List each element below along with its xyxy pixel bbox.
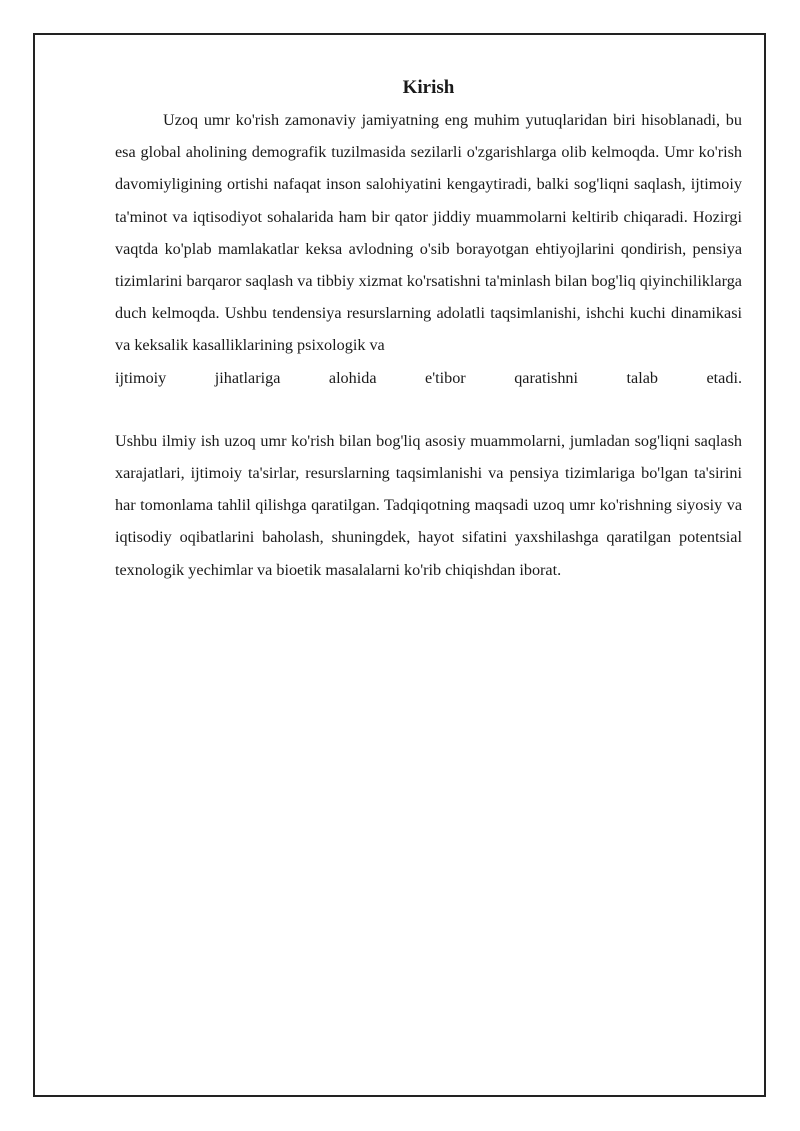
paragraph-intro [115,104,742,362]
paragraph-intro-text: Uzoq umr ko'rish zamonaviy jamiyatning eng muhim yutuqlaridan biri hisoblanadi, bu esa global aholining demografik tuzilmasida sezilarli o'zgarishlarga olib kelmoqda. Umr ko'rish davomiyligining ortishi nafaqat inson salohiyatini kengaytiradi, balki sog'liqni saqlash, ijtimoiy ta'minot va iqtisodiyot sohalarida ham bir qator jiddiy muammolarni keltirib chiqaradi. Hozirgi vaqtda ko'plab mamlakatlar keksa avlodning o'sib borayotgan ehtiyojlarini qondirish, pensiya tizimlarini barqaror saqlash va tibbiy xizmat ko'rsatishni ta'minlash bilan bog'liq qiyinchiliklarga duch kelmoqda. Ushbu tendensiya resurslarning adolatli taqsimlanishi, ishchi kuchi dinamikasi va keksalik kasalliklarining psixologik va [115,111,742,355]
page-title: Kirish [402,77,455,98]
paragraph-purpose [115,425,742,586]
document-body [115,72,742,586]
paragraph-gap [115,394,742,425]
paragraph-intro-last-line [115,362,742,394]
paragraph-intro-tail: ijtimoiy jihatlariga alohida e'tibor qaratishni talab etadi. [115,368,742,387]
paragraph-purpose-text: Ushbu ilmiy ish uzoq umr ko'rish bilan bog'liq asosiy muammolarni, jumladan sog'liqni saqlash xarajatlari, ijtimoiy ta'sirlar, resurslarning taqsimlanishi va pensiya tizimlariga bo'lgan ta'sirini har tomonlama tahlil qilishga qaratilgan. Tadqiqotning maqsadi uzoq umr ko'rishning siyosiy va iqtisodiy oqibatlarini baholash, shuningdek, hayot sifatini yaxshilashga qaratilgan potentsial texnologik yechimlar va bioetik masalalarni ko'rib chiqishdan iborat. [115,431,742,579]
